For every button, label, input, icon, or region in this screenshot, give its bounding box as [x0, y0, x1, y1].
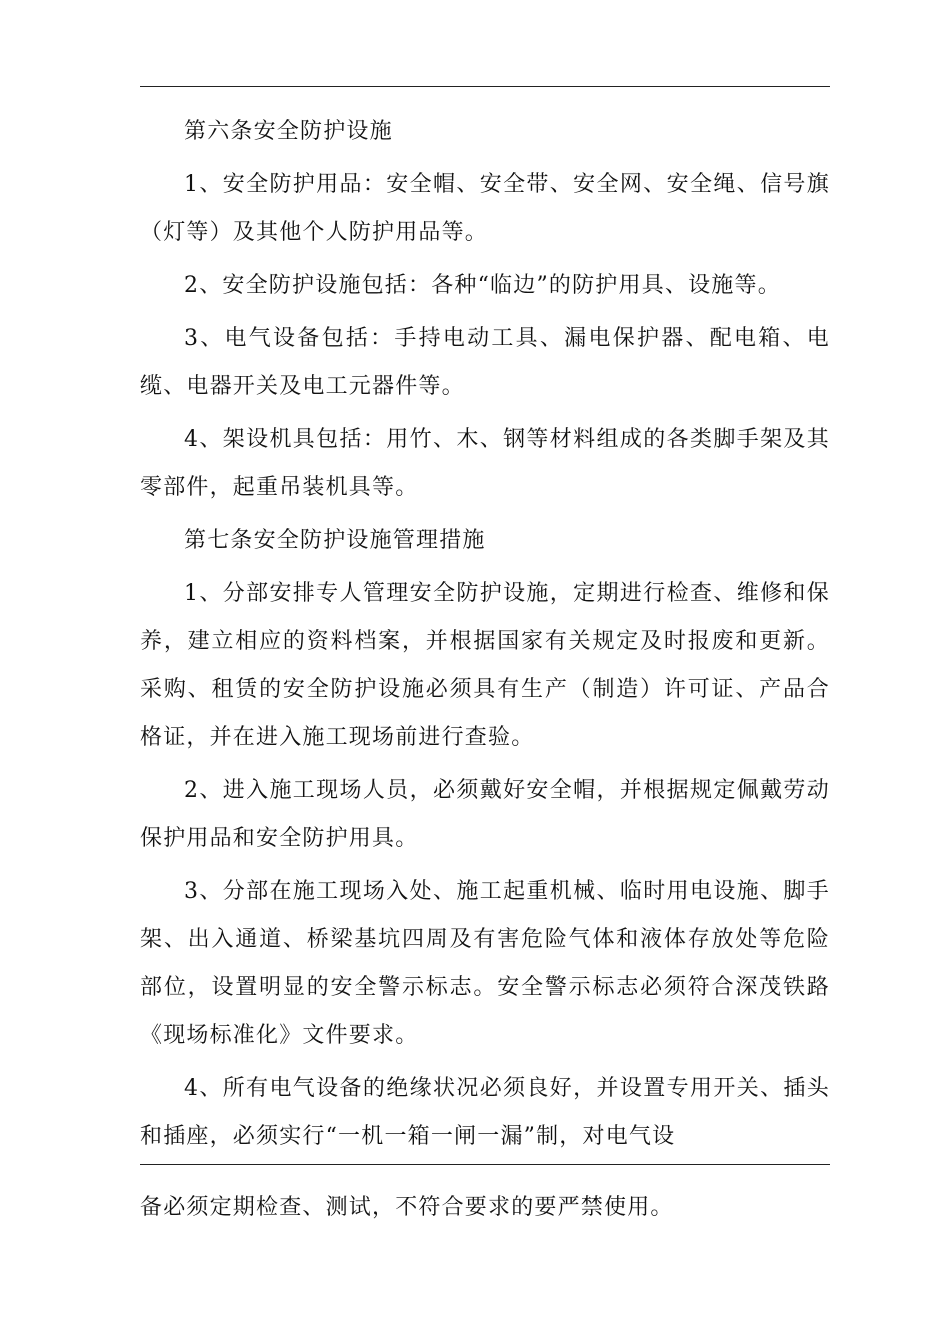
- paragraph: 3、电气设备包括：手持电动工具、漏电保护器、配电箱、电缆、电器开关及电工元器件等。: [140, 326, 830, 399]
- paragraph: 1、分部安排专人管理安全防护设施，定期进行检查、维修和保养，建立相应的资料档案，并根据国家有关规定及时报废和更新。采购、租赁的安全防护设施必须具有生产（制造）许可证、产品合格证，并在进入施工现场前进行查验。: [140, 581, 830, 750]
- section-heading-6: 第六条安全防护设施: [184, 119, 393, 144]
- paragraph: 4、架设机具包括：用竹、木、钢等材料组成的各类脚手架及其零部件，起重吊装机具等。: [140, 427, 830, 500]
- section-heading-7: 第七条安全防护设施管理措施: [184, 528, 486, 553]
- header-rule: [140, 86, 830, 87]
- page-break-rule: [140, 1164, 830, 1165]
- paragraph: 2、安全防护设施包括：各种“临边”的防护用具、设施等。: [184, 273, 781, 298]
- paragraph: 3、分部在施工现场入处、施工起重机械、临时用电设施、脚手架、出入通道、桥梁基坑四周及有害危险气体和液体存放处等危险部位，设置明显的安全警示标志。安全警示标志必须符合深茂铁路《现场标准化》文件要求。: [140, 879, 830, 1048]
- paragraph: 2、进入施工现场人员，必须戴好安全帽，并根据规定佩戴劳动保护用品和安全防护用具。: [140, 778, 830, 851]
- document-body: [140, 108, 830, 1166]
- continuation-text: 备必须定期检查、测试，不符合要求的要严禁使用。: [140, 1195, 674, 1220]
- paragraph: 4、所有电气设备的绝缘状况必须良好，并设置专用开关、插头和插座，必须实行“一机一箱一闸一漏”制，对电气设: [140, 1076, 830, 1149]
- paragraph: 1、安全防护用品：安全帽、安全带、安全网、安全绳、信号旗（灯等）及其他个人防护用品等。: [140, 172, 830, 245]
